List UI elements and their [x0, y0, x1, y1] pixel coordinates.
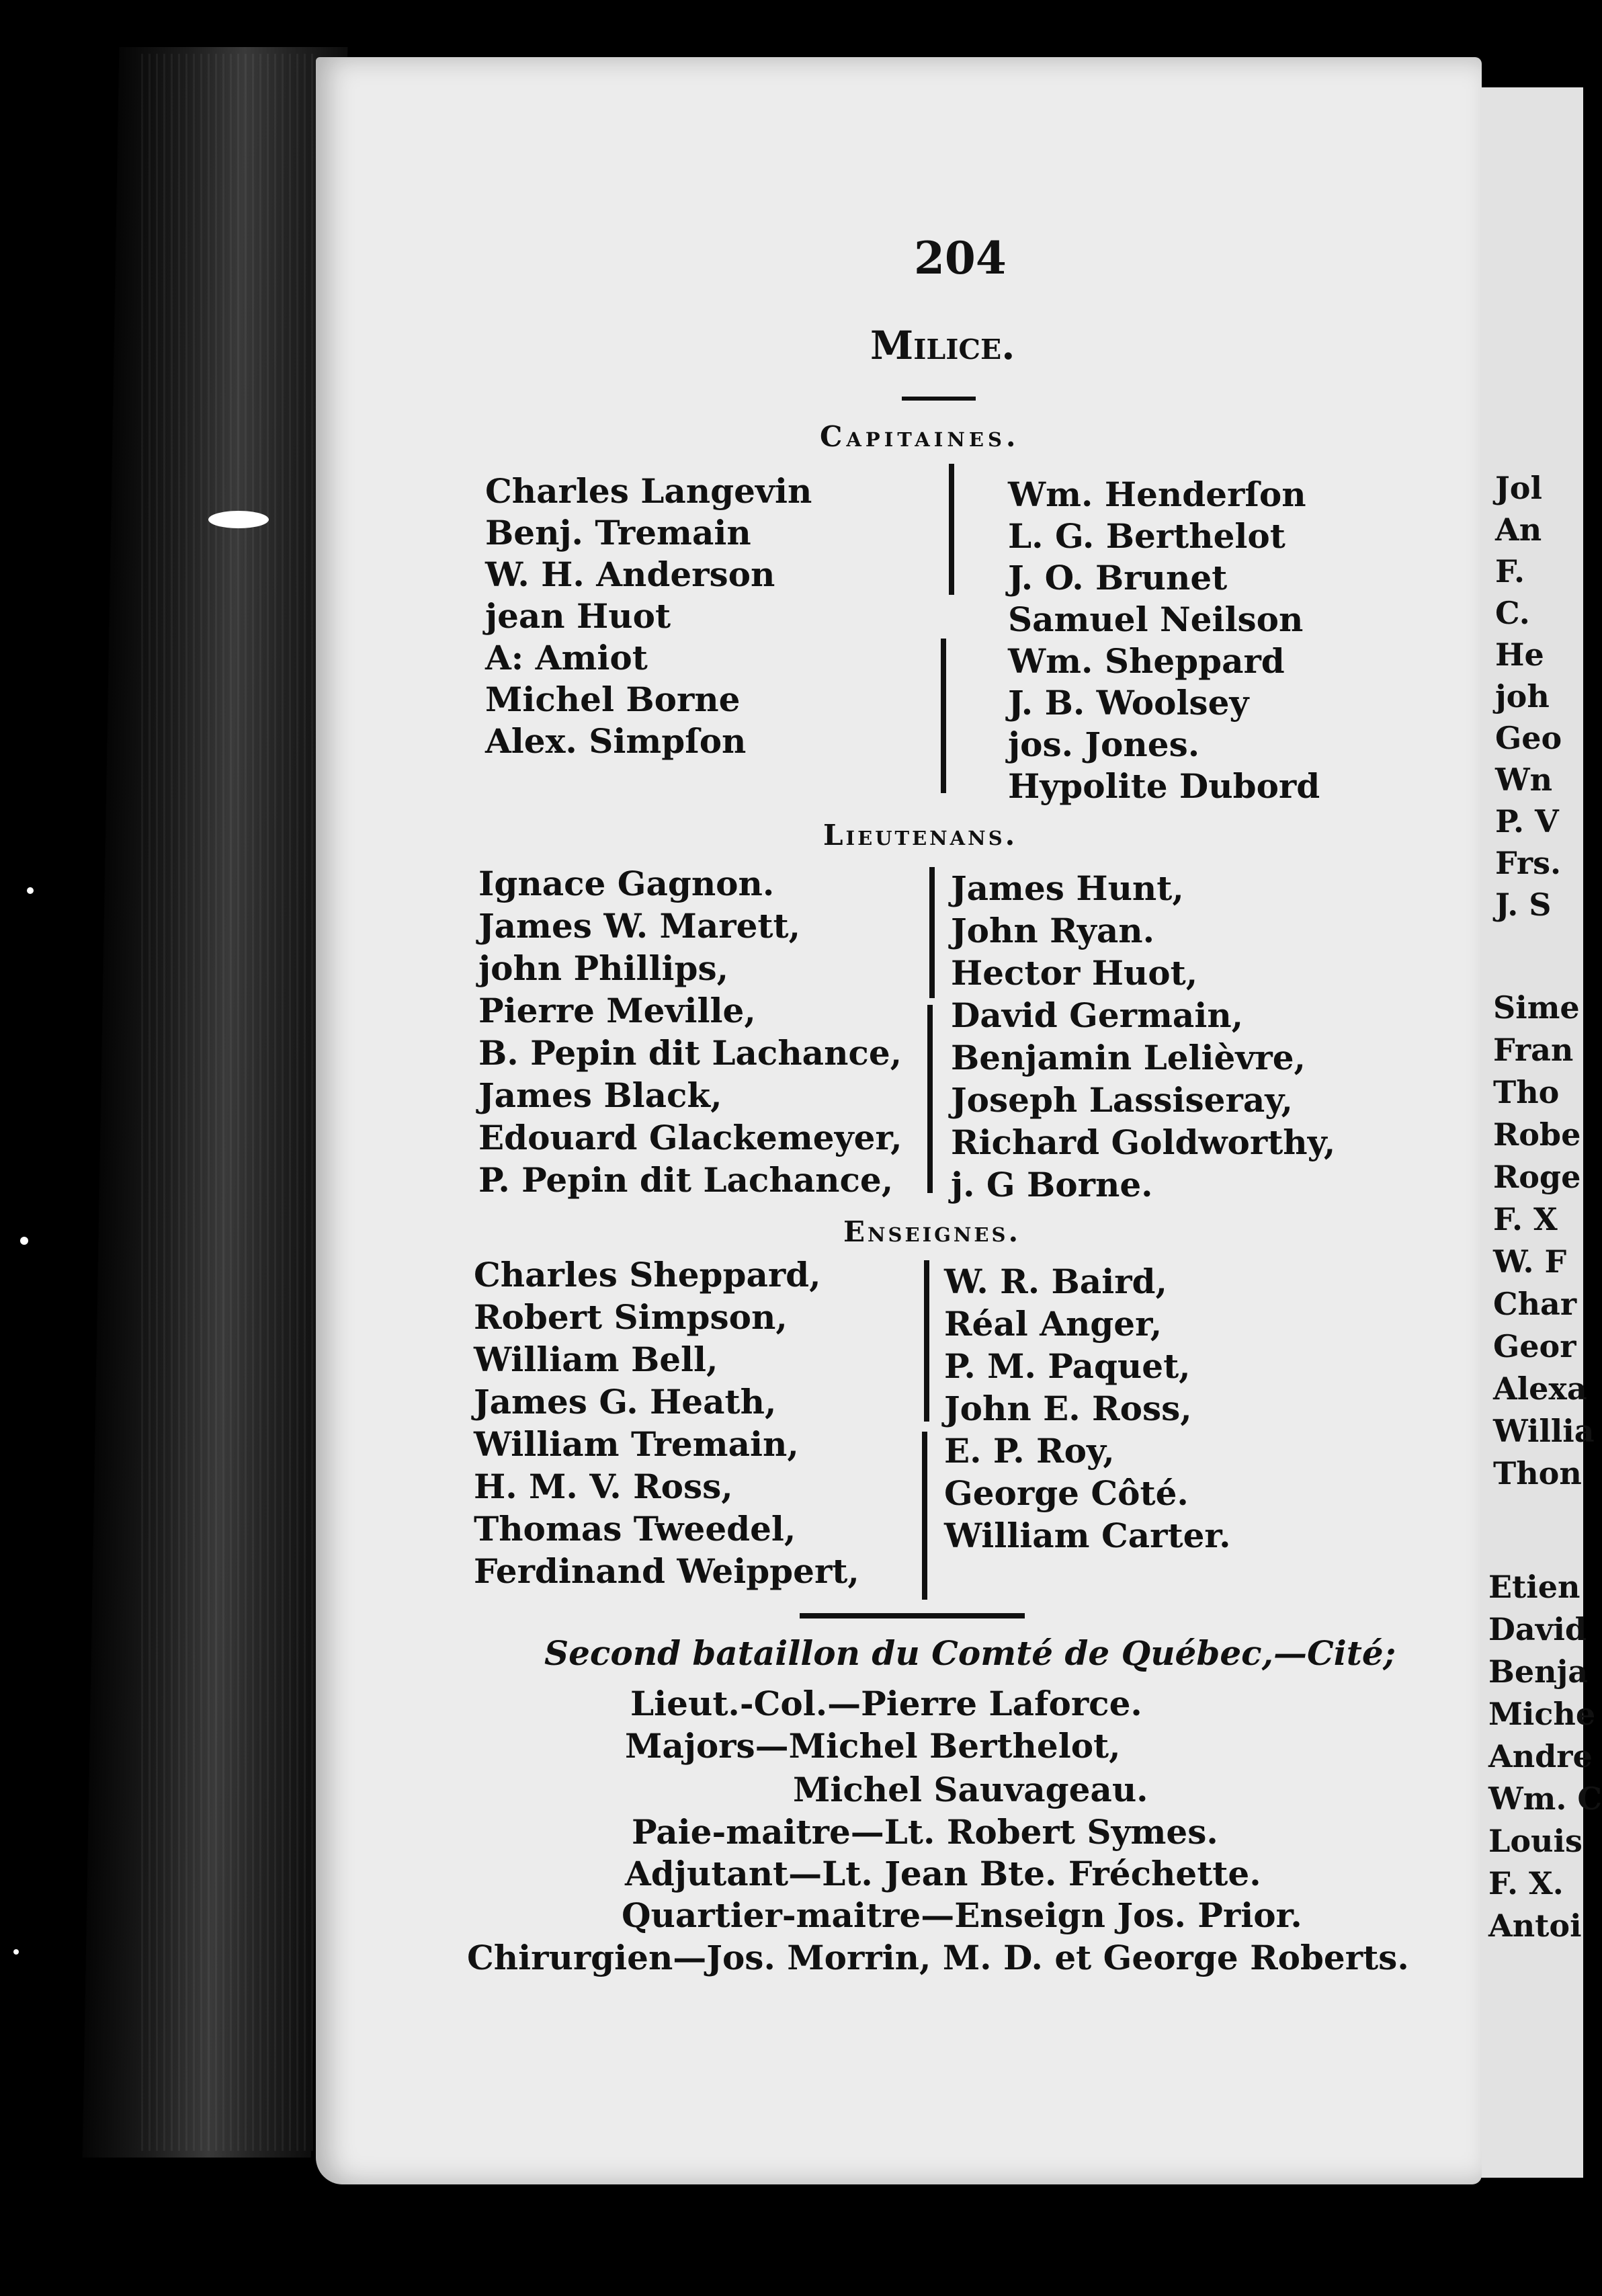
list-item: P. Pepin dit Lachance,: [478, 1160, 894, 1200]
adjutant-line: Adjutant—Lt. Jean Bte. Fréchette.: [625, 1854, 1261, 1893]
list-item: L. G. Berthelot: [1008, 516, 1285, 556]
list-item: Hypolite Dubord: [1008, 766, 1320, 806]
list-item: Fran: [1493, 1032, 1574, 1068]
heading-enseignes: Enseignes.: [843, 1215, 1021, 1248]
list-item: F. X.: [1488, 1865, 1564, 1901]
list-item: W. F: [1493, 1243, 1567, 1280]
enseignes-right-column: [944, 1260, 1231, 1557]
column-divider: [922, 1432, 927, 1600]
chirurgien-line: Chirurgien—Jos. Morrin, M. D. et George Roberts.: [467, 1938, 1409, 1977]
lieutenans-left-column: [478, 862, 902, 1201]
list-item: Hector Huot,: [951, 953, 1198, 993]
quartier-maitre-line: Quartier-maitre—Enseign Jos. Prior.: [622, 1895, 1302, 1935]
column-divider: [924, 1260, 929, 1422]
list-item: Edouard Glackemeyer,: [478, 1118, 902, 1157]
list-item: F.: [1495, 553, 1525, 589]
list-item: joh: [1495, 678, 1550, 714]
list-item: W. R. Baird,: [944, 1262, 1167, 1301]
page-number: 204: [914, 232, 1007, 284]
list-item: Pierre Meville,: [478, 991, 756, 1030]
title-rule: [902, 397, 976, 401]
list-item: Willia: [1493, 1413, 1595, 1449]
list-item: W. H. Anderson: [485, 555, 775, 594]
list-item: William Tremain,: [474, 1424, 799, 1464]
list-item: jean Huot: [485, 596, 671, 636]
list-item: David Germain,: [951, 995, 1244, 1035]
scan-speck: [20, 1237, 28, 1245]
list-item: Frs.: [1495, 845, 1561, 881]
list-item: Louis: [1488, 1823, 1583, 1859]
list-item: An: [1495, 511, 1542, 548]
list-item: Richard Goldworthy,: [951, 1122, 1336, 1162]
list-item: Andre: [1488, 1738, 1593, 1774]
list-item: James Hunt,: [951, 868, 1184, 908]
list-item: Thomas Tweedel,: [474, 1509, 796, 1549]
list-item: Roge: [1493, 1159, 1581, 1195]
list-item: Charles Sheppard,: [474, 1255, 821, 1295]
list-item: George Côté.: [944, 1473, 1189, 1513]
list-item: Thon: [1493, 1455, 1582, 1491]
facing-page-text-block: [1493, 987, 1595, 1495]
list-item: Antoi: [1488, 1908, 1582, 1944]
column-divider: [949, 464, 954, 595]
list-item: P. V: [1495, 803, 1559, 839]
list-item: Wm. C: [1488, 1780, 1602, 1817]
list-item: Ferdinand Weippert,: [474, 1551, 859, 1591]
list-item: Benjamin Lelièvre,: [951, 1038, 1306, 1077]
list-item: Michel Borne: [485, 680, 741, 719]
heading-capitaines: Capitaines.: [820, 420, 1020, 453]
list-item: Sime: [1493, 989, 1580, 1026]
capitaines-right-column: [1008, 474, 1320, 807]
list-item: John E. Ross,: [944, 1389, 1192, 1428]
list-item: Ignace Gagnon.: [478, 864, 775, 903]
list-item: Alex. Simpſon: [485, 721, 747, 761]
enseignes-left-column: [474, 1254, 859, 1592]
list-item: Joseph Lassiseray,: [951, 1080, 1293, 1120]
column-divider: [929, 867, 935, 998]
list-item: jos. Jones.: [1008, 725, 1200, 764]
list-item: A: Amiot: [485, 638, 648, 678]
list-item: Robe: [1493, 1116, 1581, 1153]
list-item: James W. Marett,: [478, 906, 801, 946]
lieutenans-right-column: [951, 867, 1335, 1206]
list-item: j. G Borne.: [951, 1165, 1153, 1204]
column-divider: [927, 1005, 933, 1193]
list-item: Benj. Tremain: [485, 513, 751, 552]
facing-page-text-block: [1488, 1566, 1602, 1947]
list-item: Wn: [1495, 762, 1553, 798]
list-item: He: [1495, 637, 1544, 673]
list-item: Etien: [1488, 1569, 1580, 1605]
list-item: Miche: [1488, 1696, 1596, 1732]
list-item: E. P. Roy,: [944, 1431, 1115, 1471]
list-item: J. O. Brunet: [1008, 558, 1228, 598]
list-item: James Black,: [478, 1075, 722, 1115]
list-item: J. S: [1495, 887, 1552, 923]
capitaines-left-column: [485, 470, 812, 762]
list-item: Jol: [1495, 470, 1542, 506]
scan-speck: [27, 887, 34, 894]
section-rule: [800, 1613, 1025, 1618]
list-item: Geo: [1495, 720, 1562, 756]
lieut-col-line: Lieut.-Col.—Pierre Laforce.: [630, 1684, 1142, 1723]
list-item: Benja: [1488, 1653, 1589, 1690]
column-divider: [941, 639, 946, 793]
list-item: J. B. Woolsey: [1008, 683, 1249, 723]
paie-maitre-line: Paie-maitre—Lt. Robert Symes.: [632, 1812, 1218, 1852]
majors-line: Majors—Michel Berthelot,: [625, 1726, 1121, 1766]
majors-line-2: Michel Sauvageau.: [793, 1770, 1148, 1809]
list-item: B. Pepin dit Lachance,: [478, 1033, 902, 1073]
heading-lieutenans: Lieutenans.: [823, 819, 1018, 852]
list-item: Tho: [1493, 1074, 1560, 1110]
page-title: Milice.: [870, 323, 1015, 368]
list-item: John Ryan.: [951, 911, 1155, 950]
list-item: William Carter.: [944, 1516, 1231, 1555]
list-item: William Bell,: [474, 1340, 718, 1379]
page-edges-texture: [141, 54, 316, 2151]
list-item: James G. Heath,: [474, 1382, 777, 1422]
list-item: Alexa: [1493, 1370, 1587, 1407]
list-item: Wm. Sheppard: [1008, 641, 1285, 681]
battalion-title: Second bataillon du Comté de Québec,—Cité;: [544, 1633, 1396, 1673]
list-item: Samuel Neilson: [1008, 600, 1304, 639]
scan-speck: [13, 1949, 19, 1955]
list-item: P. M. Paquet,: [944, 1346, 1191, 1386]
list-item: Wm. Henderſon: [1008, 475, 1306, 514]
list-item: john Phillips,: [478, 948, 728, 988]
list-item: Char: [1493, 1286, 1577, 1322]
list-item: Geor: [1493, 1328, 1576, 1364]
list-item: F. X: [1493, 1201, 1558, 1237]
list-item: H. M. V. Ross,: [474, 1467, 733, 1506]
facing-page-text-block: [1495, 467, 1562, 926]
list-item: C.: [1495, 595, 1530, 631]
list-item: Réal Anger,: [944, 1304, 1163, 1344]
list-item: Charles Langevin: [485, 471, 812, 511]
scan-speck: [208, 511, 269, 528]
list-item: David: [1488, 1611, 1587, 1647]
list-item: Robert Simpson,: [474, 1297, 788, 1337]
